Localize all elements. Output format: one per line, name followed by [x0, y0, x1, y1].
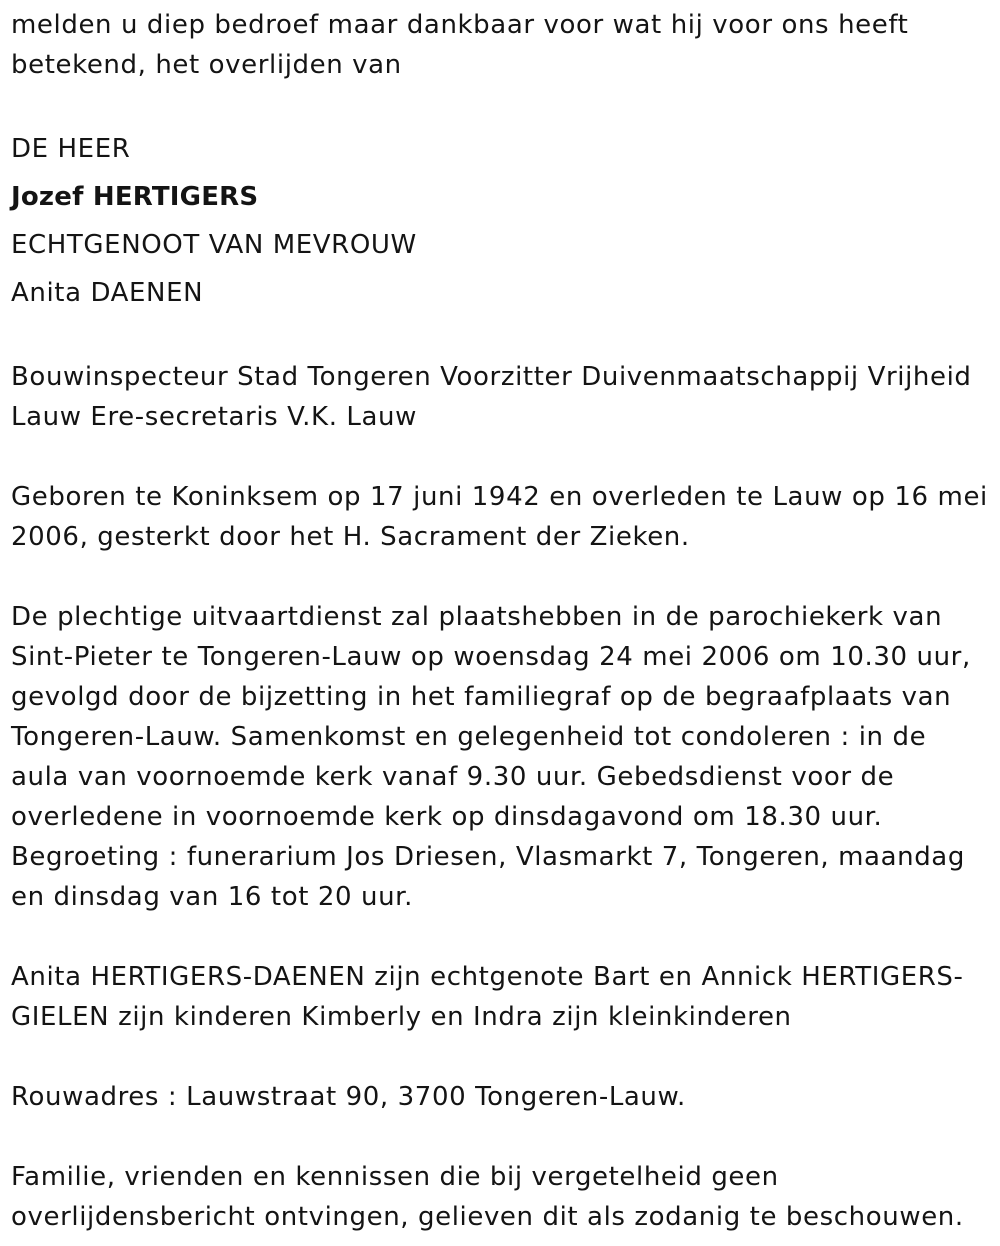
- deceased-name: Jozef HERTIGERS: [11, 182, 259, 212]
- birth-death-text: Geboren te Koninksem op 17 juni 1942 en overleden te Lauw op 16 mei 2006, gesterkt door het H. Sacrament der Zieken.: [11, 482, 988, 552]
- funeral-details-text: De plechtige uitvaartdienst zal plaatshebben in de parochiekerk van Sint-Pieter te Tongeren-Lauw op woensdag 24 mei 2006 om 10.30 uur, gevolgd door de bijzetting in het familiegraf op de begraafplaats van Tongeren-Lauw. Samenkomst en gelegenheid tot condoleren : in de aula van voornoemde kerk vanaf 9.30 uur. Gebedsdienst voor de overledene in voornoemde kerk op dinsdagavond om 18.30 uur. Begroeting : funerarium Jos Driesen, Vlasmarkt 7, Tongeren, maandag en dinsdag van 16 tot 20 uur.: [11, 602, 971, 912]
- address-text: Rouwadres : Lauwstraat 90, 3700 Tongeren-Lauw.: [11, 1082, 686, 1112]
- title-prefix: DE HEER: [11, 134, 131, 164]
- obituary-document: [11, 5, 991, 1237]
- intro-text: melden u diep bedroef maar dankbaar voor wat hij voor ons heeft betekend, het overlijden van: [11, 10, 909, 80]
- closing-text: Familie, vrienden en kennissen die bij vergetelheid geen overlijdensbericht ontvingen, gelieven dit als zodanig te beschouwen.: [11, 1162, 964, 1232]
- roles-text: Bouwinspecteur Stad Tongeren Voorzitter Duivenmaatschappij Vrijheid Lauw Ere-secretaris V.K. Lauw: [11, 362, 972, 432]
- family-text: Anita HERTIGERS-DAENEN zijn echtgenote Bart en Annick HERTIGERS-GIELEN zijn kinderen Kimberly en Indra zijn kleinkinderen: [11, 962, 964, 1032]
- spouse-label: ECHTGENOOT VAN MEVROUW: [11, 230, 417, 260]
- spouse-name: Anita DAENEN: [11, 278, 204, 308]
